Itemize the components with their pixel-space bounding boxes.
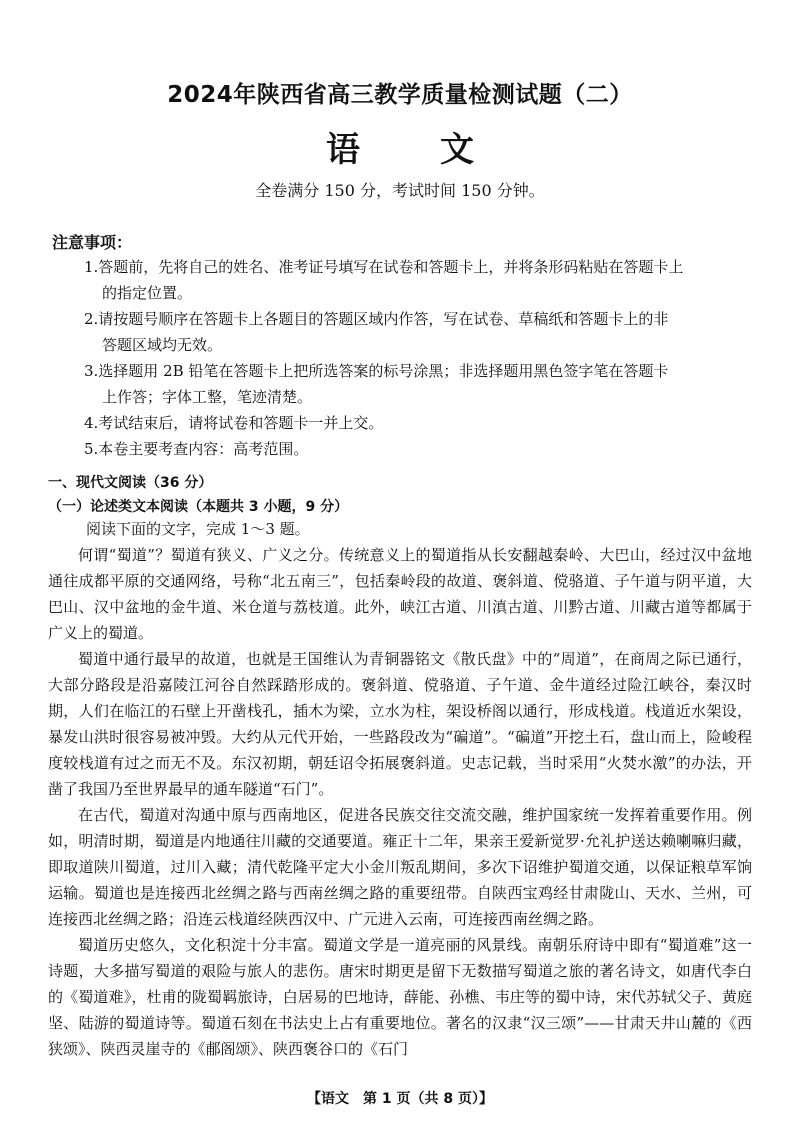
page-footer: 【语文 第 1 页（共 8 页）】: [307, 1091, 493, 1107]
reading-passage: [48, 542, 752, 1062]
note-text: 2.请按题号顺序在答题卡上各题目的答题区域内作答，写在试卷、草稿纸和答题卡上的非: [84, 310, 669, 328]
passage-paragraph: 蜀道中通行最早的故道，也就是王国维认为青铜器铭文《散氏盘》中的“周道”，在商周之际已通行，大部分路段是沿嘉陵江河谷自然踩踏形成的。褒斜道、傥骆道、子午道、金牛道经过险江峡谷，秦汉时期，人们在临江的石壁上开凿栈孔，插木为梁，立水为柱，架设桥阁以通行，形成栈道。栈道近水架设，暴发山洪时很容易被冲毁。大约从元代开始，一些路段改为“碥道”。“碥道”开挖土石，盘山而上，险峻程度较栈道有过之而无不及。东汉初期，朝廷诏令拓展褒斜道。史志记载，当时采用“火焚水激”的办法，开凿了我国乃至世界最早的通车隧道“石门”。: [48, 650, 752, 798]
reading-instruction: 阅读下面的文字，完成 1～3 题。: [86, 520, 310, 538]
exam-title: 2024年陕西省高三教学质量检测试题（二）: [167, 82, 633, 108]
note-text: 5.本卷主要考查内容：高考范围。: [84, 440, 309, 458]
note-continuation: 上作答；字体工整，笔迹清楚。: [102, 388, 313, 406]
subject-title: 语文: [326, 130, 554, 170]
note-item: [84, 358, 724, 410]
note-text: 4.考试结束后，请将试卷和答题卡一并上交。: [84, 414, 384, 432]
subsection-heading: （一）论述类文本阅读（本题共 3 小题，9 分）: [48, 499, 349, 515]
passage-paragraph: 蜀道历史悠久，文化积淀十分丰富。蜀道文学是一道亮丽的风景线。南朝乐府诗中即有“蜀道难”这一诗题，大多描写蜀道的艰险与旅人的悲伤。唐宋时期更是留下无数描写蜀道之旅的著名诗文，如唐代李白的《蜀道难》，杜甫的陇蜀羁旅诗，白居易的巴地诗，薛能、孙樵、韦庄等的蜀中诗，宋代苏轼父子、黄庭坚、陆游的蜀道诗等。蜀道石刻在书法史上占有重要地位。著名的汉隶“汉三颂”——甘肃天井山麓的《西狭颂》、陕西灵崖寺的《郙阁颂》、陕西褒谷口的《石门: [48, 936, 752, 1058]
passage-paragraph: 在古代，蜀道对沟通中原与西南地区，促进各民族交往交流交融，维护国家统一发挥着重要作用。例如，明清时期，蜀道是内地通往川藏的交通要道。雍正十二年，果亲王爱新觉罗·允礼护送达赖喇嘛归藏，即取道陕川蜀道，过川入藏；清代乾隆平定大小金川叛乱期间，多次下诏维护蜀道交通，以保证粮草军饷运输。蜀道也是连接西北丝绸之路与西南丝绸之路的重要纽带。自陕西宝鸡经甘肃陇山、天水、兰州，可连接西北丝绸之路；沿连云栈道经陕西汉中、广元进入云南，可连接西南丝绸之路。: [48, 806, 752, 928]
note-continuation: 的指定位置。: [102, 284, 193, 302]
note-continuation: 答题区域均无效。: [102, 336, 223, 354]
note-item: [84, 436, 724, 462]
notes-heading: 注意事项：: [52, 233, 133, 252]
note-text: 1.答题前，先将自己的姓名、准考证号填写在试卷和答题卡上，并将条形码粘贴在答题卡上: [84, 258, 684, 276]
note-item: [84, 306, 724, 358]
note-text: 3.选择题用 2B 铅笔在答题卡上把所选答案的标号涂黑；非选择题用黑色签字笔在答题卡: [84, 362, 669, 380]
section-heading: 一、现代文阅读（36 分）: [48, 475, 213, 491]
passage-paragraph: 何谓“蜀道”？蜀道有狭义、广义之分。传统意义上的蜀道指从长安翻越秦岭、大巴山，经过汉中盆地通往成都平原的交通网络，号称“北五南三”，包括秦岭段的故道、褒斜道、傥骆道、子午道与阴平道，大巴山、汉中盆地的金牛道、米仓道与荔枝道。此外，峡江古道、川滇古道、川黔古道、川藏古道等都属于广义上的蜀道。: [48, 546, 752, 642]
note-item: [84, 410, 724, 436]
notes-list: [84, 254, 724, 462]
note-item: [84, 254, 724, 306]
score-info: 全卷满分 150 分，考试时间 150 分钟。: [255, 181, 545, 200]
